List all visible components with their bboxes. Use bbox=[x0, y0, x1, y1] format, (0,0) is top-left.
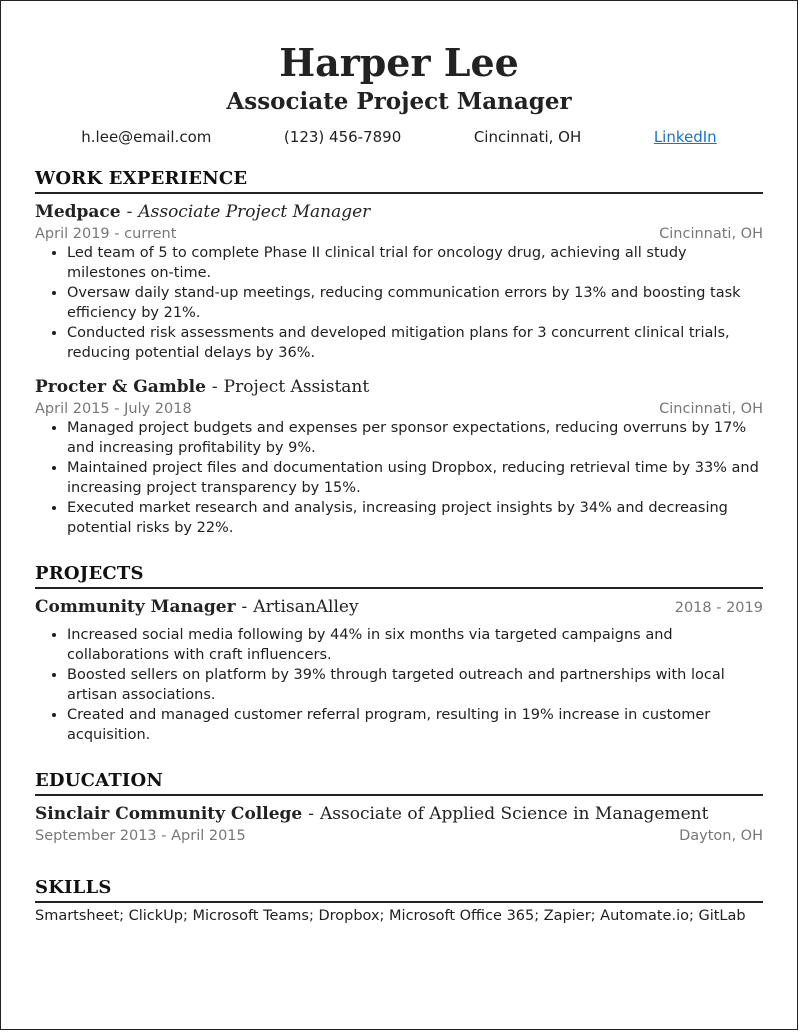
work-experience-section bbox=[35, 167, 763, 538]
list-item: • Increased social media following by 44% in six months via targeted campaigns and collaborations with craft influencers. bbox=[67, 626, 763, 665]
list-item: • Managed project budgets and expenses per sponsor expectations, reducing overruns by 17% and increasing profitability by 9%. bbox=[67, 419, 763, 458]
list-item: • Led team of 5 to complete Phase II clinical trial for oncology drug, achieving all study milestones on-time. bbox=[67, 244, 763, 283]
section-title-education: EDUCATION bbox=[35, 769, 763, 796]
education-section bbox=[35, 769, 763, 846]
job-bullets bbox=[35, 244, 763, 363]
job-entry bbox=[35, 375, 763, 538]
education-dates: September 2013 - April 2015 bbox=[35, 828, 246, 844]
contact-info bbox=[35, 127, 763, 147]
job-bullets bbox=[35, 419, 763, 538]
list-item: • Created and managed customer referral program, resulting in 19% increase in customer acquisition. bbox=[67, 706, 763, 745]
list-item: • Maintained project files and documentation using Dropbox, reducing retrieval time by 33% and increasing project transparency by 15%. bbox=[67, 459, 763, 498]
job-title: Associate Project Manager bbox=[138, 202, 371, 222]
job-meta bbox=[35, 224, 763, 244]
company-name: Medpace bbox=[35, 202, 121, 222]
job-dates: April 2015 - July 2018 bbox=[35, 401, 192, 417]
section-title-skills: SKILLS bbox=[35, 876, 763, 903]
location: Cincinnati, OH bbox=[473, 128, 582, 146]
projects-section bbox=[35, 562, 763, 745]
company-name: Procter & Gamble bbox=[35, 377, 206, 397]
email: h.lee@email.com bbox=[81, 128, 212, 146]
project-role: Community Manager bbox=[35, 597, 236, 617]
education-header bbox=[35, 802, 763, 826]
job-title: Project Assistant bbox=[223, 377, 370, 397]
separator: - bbox=[308, 804, 314, 824]
degree: Associate of Applied Science in Management bbox=[319, 804, 709, 824]
job-header bbox=[35, 200, 763, 224]
separator: - bbox=[126, 202, 133, 222]
list-item: • Executed market research and analysis, increasing project insights by 34% and decreasing potential risks by 22%. bbox=[67, 499, 763, 538]
job-meta bbox=[35, 399, 763, 419]
education-entry bbox=[35, 802, 763, 846]
job-header bbox=[35, 375, 763, 399]
separator: - bbox=[211, 377, 218, 397]
candidate-role: Associate Project Manager bbox=[226, 88, 572, 115]
section-title-work: WORK EXPERIENCE bbox=[35, 167, 763, 194]
project-bullets bbox=[35, 626, 763, 745]
school-name: Sinclair Community College bbox=[35, 804, 303, 824]
education-meta bbox=[35, 826, 763, 846]
skills-section bbox=[35, 876, 763, 926]
job-location: Cincinnati, OH bbox=[659, 401, 763, 417]
list-item: • Conducted risk assessments and developed mitigation plans for 3 concurrent clinical trials, reducing potential delays by 36%. bbox=[67, 324, 763, 363]
project-org: ArtisanAlley bbox=[253, 597, 359, 617]
list-item: • Boosted sellers on platform by 39% through targeted outreach and partnerships with local artisan associations. bbox=[67, 666, 763, 705]
job-dates: April 2019 - current bbox=[35, 226, 177, 242]
project-dates: 2018 - 2019 bbox=[674, 600, 763, 616]
job-location: Cincinnati, OH bbox=[659, 226, 763, 242]
list-item: • Oversaw daily stand-up meetings, reducing communication errors by 13% and boosting task efficiency by 21%. bbox=[67, 284, 763, 323]
job-entry bbox=[35, 200, 763, 363]
section-title-projects: PROJECTS bbox=[35, 562, 763, 589]
linkedin-link[interactable]: LinkedIn bbox=[653, 128, 717, 146]
separator: - bbox=[241, 597, 248, 617]
education-location: Dayton, OH bbox=[679, 828, 763, 844]
skills-list: Smartsheet; ClickUp; Microsoft Teams; Dropbox; Microsoft Office 365; Zapier; Automate.io; GitLab bbox=[35, 908, 746, 924]
project-header bbox=[35, 595, 763, 620]
phone: (123) 456-7890 bbox=[283, 128, 402, 146]
project-entry bbox=[35, 595, 763, 745]
candidate-name: Harper Lee bbox=[279, 40, 519, 85]
